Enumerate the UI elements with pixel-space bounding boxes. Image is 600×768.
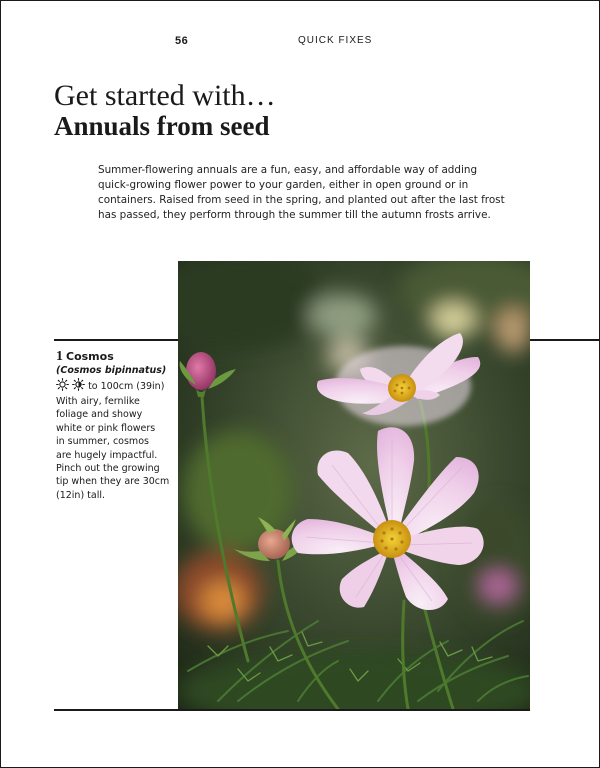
running-head [1, 35, 599, 51]
intro-paragraph [98, 163, 505, 223]
entry-heading [56, 350, 174, 364]
intro-line: has passed, they perform through the summer till the autumn frosts arrive. [98, 209, 491, 221]
entry-name: Cosmos [66, 350, 114, 363]
entry-latin-name: (Cosmos bipinnatus) [56, 365, 167, 376]
entry-description-line: With airy, fernlike [56, 396, 140, 407]
entry-height: to 100cm (39in) [88, 381, 165, 392]
entry-meta [56, 378, 174, 394]
partial-shade-icon [72, 378, 85, 391]
cosmos-photo [178, 261, 530, 709]
intro-line: Summer-flowering annuals are a fun, easy, and affordable way of adding [98, 164, 478, 176]
section-name: QUICK FIXES [298, 35, 373, 46]
entry-description-line: Pinch out the growing [56, 463, 160, 475]
entry-description [56, 395, 174, 502]
intro-line: containers. Raised from seed in the spring, and planted out after the last frost [98, 194, 505, 206]
entry-description-line: in summer, cosmos [56, 436, 149, 448]
full-sun-icon [56, 378, 69, 391]
title-line-2: Annuals from seed [54, 111, 270, 141]
entry-description-line: tip when they are 30cm [56, 476, 170, 488]
intro-line: quick-growing flower power to your garden, either in open ground or in [98, 179, 469, 191]
entry-description-line: foliage and showy [56, 409, 143, 421]
divider-rule-left [54, 339, 178, 341]
entry-description-line: are hugely impactful. [56, 449, 158, 461]
cosmos-photo-illustration [178, 261, 530, 709]
entry-description-line: (12in) tall. [56, 489, 106, 501]
plant-entry [56, 350, 174, 502]
entry-number: 1 [56, 349, 63, 364]
entry-description-line: white or pink flowers [56, 422, 156, 434]
page-number: 56 [175, 35, 189, 47]
divider-rule-bottom [54, 709, 530, 711]
divider-rule-right [530, 339, 600, 341]
title-line-1: Get started with… [54, 79, 276, 112]
